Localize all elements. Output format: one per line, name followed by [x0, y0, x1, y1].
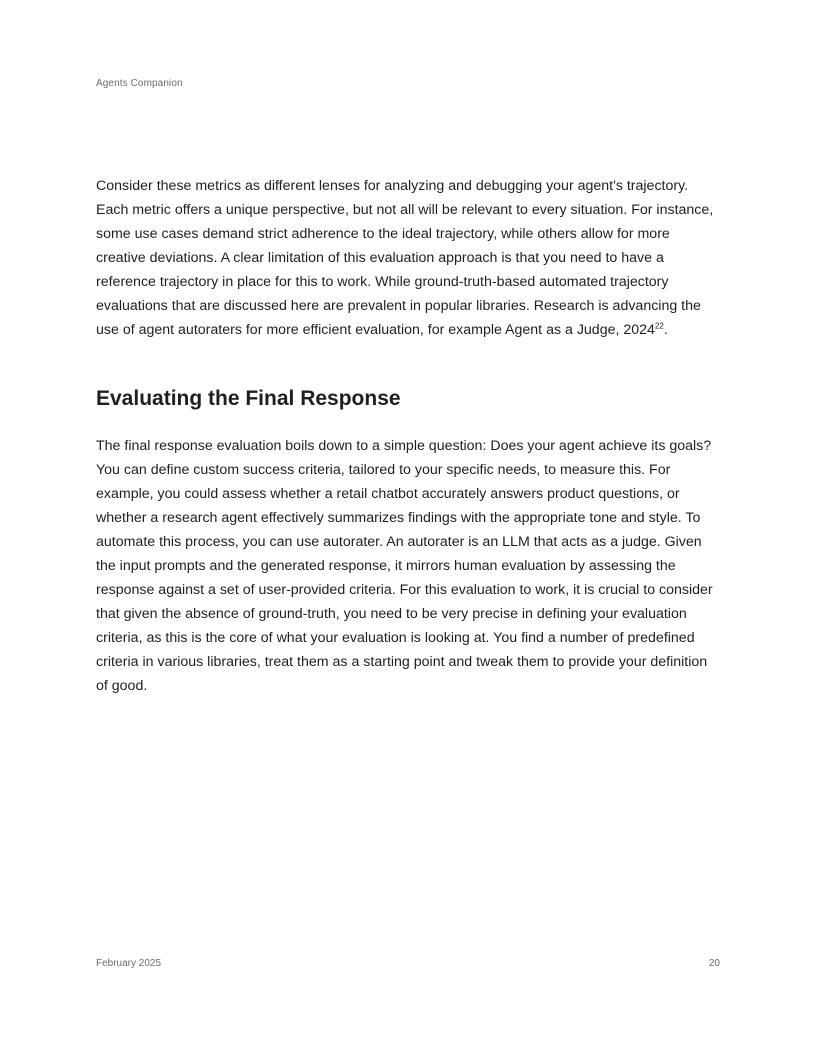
footer-date: February 2025 — [96, 958, 162, 969]
page-body — [96, 174, 720, 698]
paragraph-trailing-period: . — [663, 322, 668, 338]
paragraph-metrics-lenses-text: Consider these metrics as different lenses for analyzing and debugging your agent's trajectory. Each metric offers a unique perspective, but not all will be relevant to every situation. For instance, some use cases demand strict adherence to the ideal trajectory, while others allow for more creative deviations. A clear limitation of this evaluation approach is that you need to have a reference trajectory in place for this to work. While ground-truth-based automated trajectory evaluations that are discussed here are prevalent in popular libraries. Research is advancing the use of agent autoraters for more efficient evaluation, for example Agent as a Judge, 2024 — [96, 178, 714, 338]
page-number: 20 — [708, 958, 720, 969]
footnote-reference[interactable]: 22 — [654, 321, 664, 331]
paragraph-metrics-lenses — [96, 174, 720, 342]
running-header: Agents Companion — [96, 78, 183, 89]
section-heading: Evaluating the Final Response — [96, 387, 401, 410]
paragraph-final-response: The final response evaluation boils down to a simple question: Does your agent achieve its goals? You can define custom success criteria, tailored to your specific needs, to measure this. For example, you could assess whether a retail chatbot accurately answers product questions, or whether a research agent effectively summarizes findings with the appropriate tone and style. To automate this process, you can use autorater. An autorater is an LLM that acts as a judge. Given the input prompts and the generated response, it mirrors human evaluation by assessing the response against a set of user-provided criteria. For this evaluation to work, it is crucial to consider that given the absence of ground-truth, you need to be very precise in defining your evaluation criteria, as this is the core of what your evaluation is looking at. You find a number of predefined criteria in various libraries, treat them as a starting point and tweak them to provide your definition of good. — [96, 438, 713, 694]
